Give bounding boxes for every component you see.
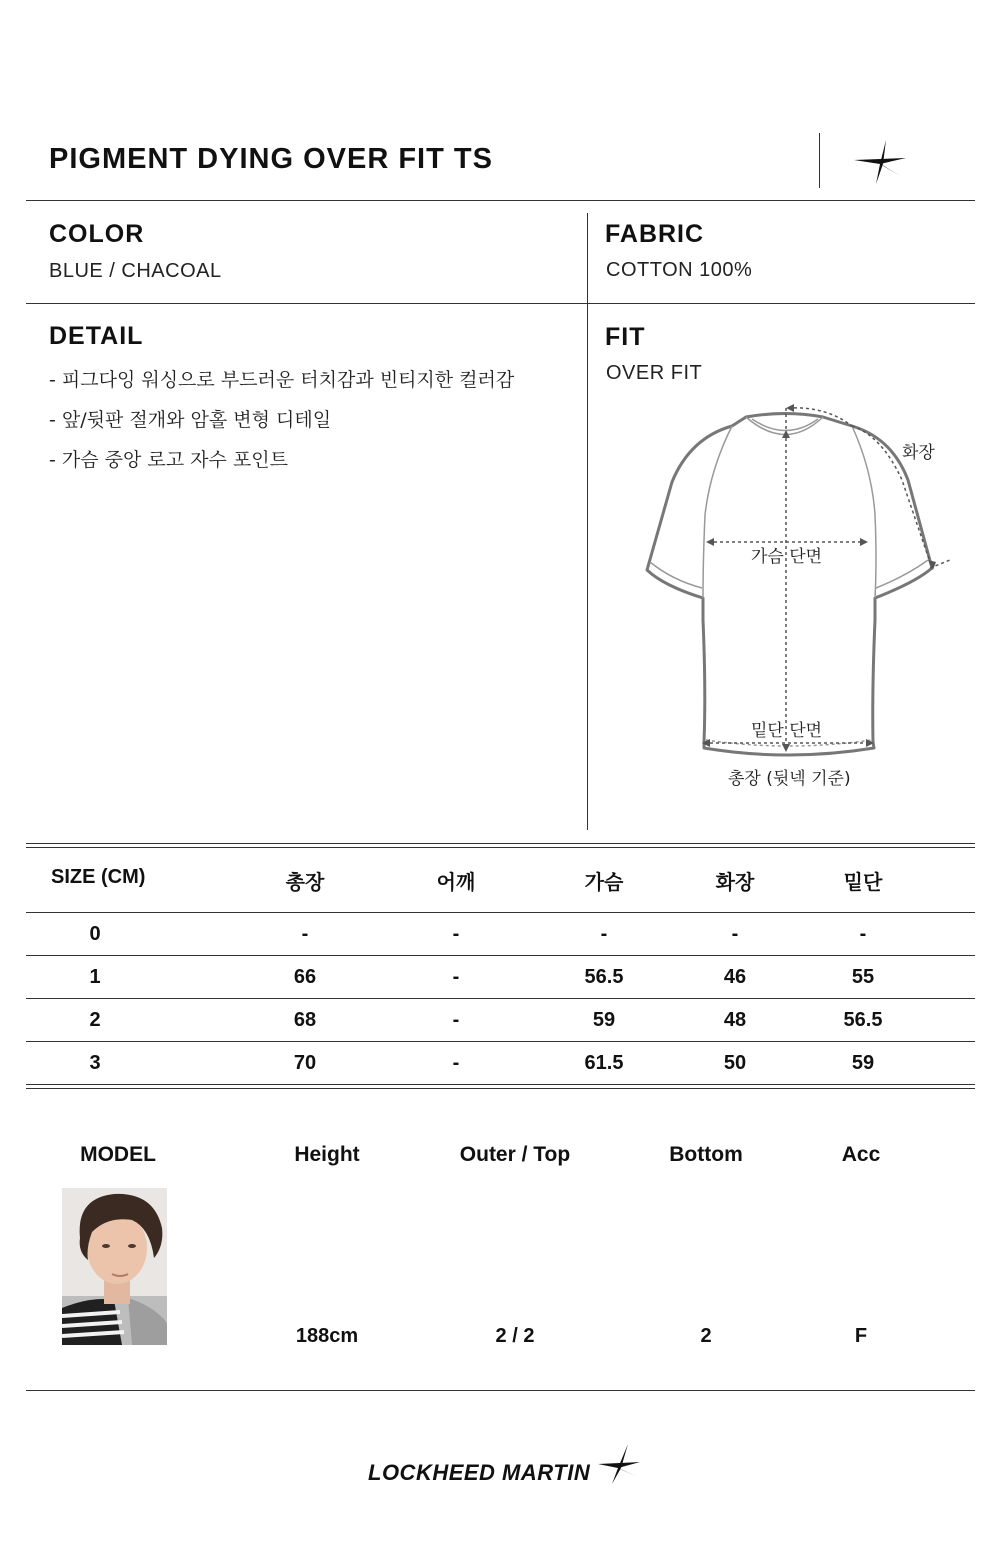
model-bottom-value: 2 (700, 1325, 712, 1347)
star-logo-icon (850, 138, 910, 186)
table-header-line (26, 912, 975, 913)
table-top-line (26, 843, 975, 844)
table-cell: 46 (723, 966, 747, 988)
brand-name: LOCKHEED MARTIN (368, 1460, 591, 1485)
title-divider (819, 133, 820, 188)
product-title: PIGMENT DYING OVER FIT TS (49, 143, 493, 175)
fabric-value: COTTON 100% (606, 259, 753, 281)
divider-mid (26, 303, 975, 304)
table-cell: - (452, 923, 460, 945)
fabric-label: FABRIC (605, 220, 705, 248)
diagram-hem-label: 밑단 단면 (751, 721, 823, 741)
outer-top-header: Outer / Top (459, 1143, 571, 1166)
height-header: Height (294, 1143, 360, 1166)
detail-item: - 앞/뒷판 절개와 암홀 변형 디테일 (49, 409, 332, 431)
diagram-length-label: 총장 (뒷넥 기준) (728, 769, 851, 789)
tshirt-size-diagram (620, 390, 970, 810)
table-cell: 55 (851, 966, 875, 988)
table-cell: 50 (723, 1052, 747, 1074)
table-bottom-line (26, 1088, 975, 1089)
table-cell: 70 (293, 1052, 317, 1074)
model-height-value: 188cm (295, 1325, 359, 1347)
table-cell: 66 (293, 966, 317, 988)
diagram-chest-label: 가슴 단면 (751, 547, 823, 567)
divider-bottom (26, 1390, 975, 1391)
table-cell: 1 (89, 966, 101, 988)
model-photo (62, 1188, 167, 1345)
table-cell: - (301, 923, 309, 945)
model-acc-value: F (854, 1325, 868, 1347)
model-top-value: 2 / 2 (495, 1325, 535, 1347)
table-row-line (26, 998, 975, 999)
detail-item: - 가슴 중앙 로고 자수 포인트 (49, 449, 288, 471)
hem-header: 밑단 (843, 872, 883, 894)
table-top-line (26, 847, 975, 848)
diagram-sleeve-label: 화장 (902, 443, 935, 463)
table-cell: 68 (293, 1009, 317, 1031)
table-cell: 61.5 (584, 1052, 624, 1074)
bottom-header: Bottom (669, 1143, 743, 1166)
table-cell: 59 (851, 1052, 875, 1074)
table-cell: - (452, 1052, 460, 1074)
table-cell: - (731, 923, 739, 945)
table-cell: 56.5 (584, 966, 624, 988)
model-header: MODEL (80, 1143, 156, 1166)
shoulder-header: 어깨 (436, 872, 476, 894)
length-header: 총장 (285, 872, 325, 894)
sleeve-header: 화장 (715, 872, 755, 894)
fit-value: OVER FIT (606, 362, 703, 384)
size-header: SIZE (CM) (51, 866, 146, 888)
color-value: BLUE / CHACOAL (49, 260, 222, 282)
table-cell: 2 (89, 1009, 101, 1031)
table-cell: 56.5 (843, 1009, 883, 1031)
table-cell: 48 (723, 1009, 747, 1031)
table-row-line (26, 955, 975, 956)
table-bottom-line (26, 1084, 975, 1085)
acc-header: Acc (841, 1143, 881, 1166)
fit-label: FIT (605, 323, 646, 351)
table-cell: - (600, 923, 608, 945)
chest-header: 가슴 (584, 872, 624, 894)
star-logo-icon (596, 1442, 642, 1486)
table-cell: 59 (592, 1009, 616, 1031)
column-divider (587, 213, 588, 830)
table-cell: - (859, 923, 867, 945)
table-cell: - (452, 966, 460, 988)
table-row-line (26, 1041, 975, 1042)
divider-top (26, 200, 975, 201)
table-cell: - (452, 1009, 460, 1031)
detail-item: - 피그다잉 워싱으로 부드러운 터치감과 빈티지한 컬러감 (49, 369, 515, 391)
detail-label: DETAIL (49, 322, 144, 350)
table-cell: 0 (89, 923, 101, 945)
color-label: COLOR (49, 220, 145, 248)
table-cell: 3 (89, 1052, 101, 1074)
